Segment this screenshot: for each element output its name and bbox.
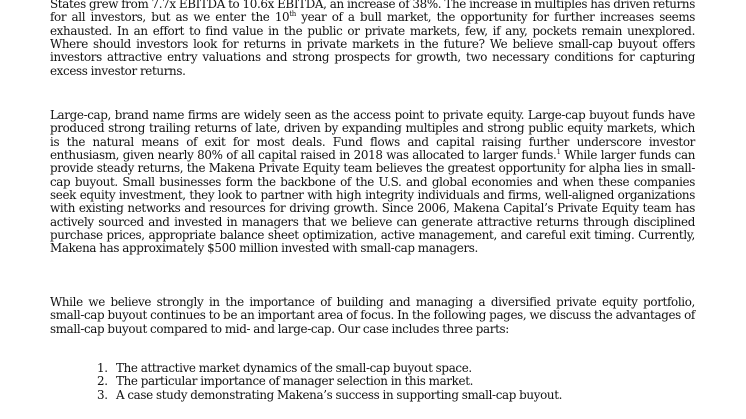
paragraph-large-cap: [50, 109, 695, 256]
three-parts-list: [50, 362, 742, 402]
list-number: 3.: [97, 387, 108, 402]
list-number: 1.: [97, 361, 108, 375]
list-item-text: A case study demonstrating Makena’s success in supporting small-cap buyout.: [116, 387, 563, 402]
ordinal-superscript: th: [289, 10, 296, 19]
list-item: [97, 375, 742, 388]
paragraph-valuation-multiples: [50, 0, 695, 78]
paragraph-diversified-portfolio: While we believe strongly in the importance of building and managing a diversified private equity portfolio, small-cap buyout continues to be an important area of focus. In the following pages, we discuss the advantages of small-cap buyout compared to mid- and large-cap. Our case includes three parts:: [50, 295, 695, 336]
list-number: 2.: [97, 374, 108, 389]
list-item: [97, 362, 742, 375]
paragraph-text: year of a bull market, the opportunity for further increases seems exhausted. In an effort to find value in the public or private markets, few, if any, pockets remain unexplored. Where should investors look for returns in private markets in the future? We believe small-cap buyout offers investors attractive entry valuations and strong prospects for growth, two necessary conditions for capturing excess investor returns.: [50, 10, 696, 78]
list-item: [97, 389, 742, 402]
footnote-marker: 1: [556, 148, 561, 157]
paragraph-text: While larger funds can provide steady returns, the Makena Private Equity team believes the greatest opportunity for alpha lies in small-cap buyout. Small businesses form the backbone of the U.S. and global economies and when these companies seek equity investment, they look to partner with high integrity individuals and firms, well-aligned organizations with existing networks and resources for driving growth. Since 2006, Makena Capital’s Private Equity team has actively sourced and invested in managers that we believe can generate attractive returns through disciplined purchase prices, appropriate balance sheet optimization, active management, and careful exit timing. Currently, Makena has approximately $500 million invested with small-cap managers.: [50, 148, 695, 256]
paragraph-text: States grew from 7.7x EBITDA to 10.6x EBITDA, an increase of 38%. The increase in multiples has driven returns for all investors, but as we enter the 10: [50, 0, 695, 25]
paragraph-text: Large-cap, brand name firms are widely seen as the access point to private equity. Large-cap buyout funds have produced strong trailing returns of late, driven by expanding multiples and strong public equity markets, which is the natural means of exit for most deals. Fund flows and capital raising further underscore investor enthusiasm, given nearly 80% of all capital raised in 2018 was allocated to larger funds.: [50, 108, 695, 163]
list-item-text: The particular importance of manager selection in this market.: [116, 374, 474, 389]
list-item-text: The attractive market dynamics of the small-cap buyout space.: [116, 361, 472, 375]
